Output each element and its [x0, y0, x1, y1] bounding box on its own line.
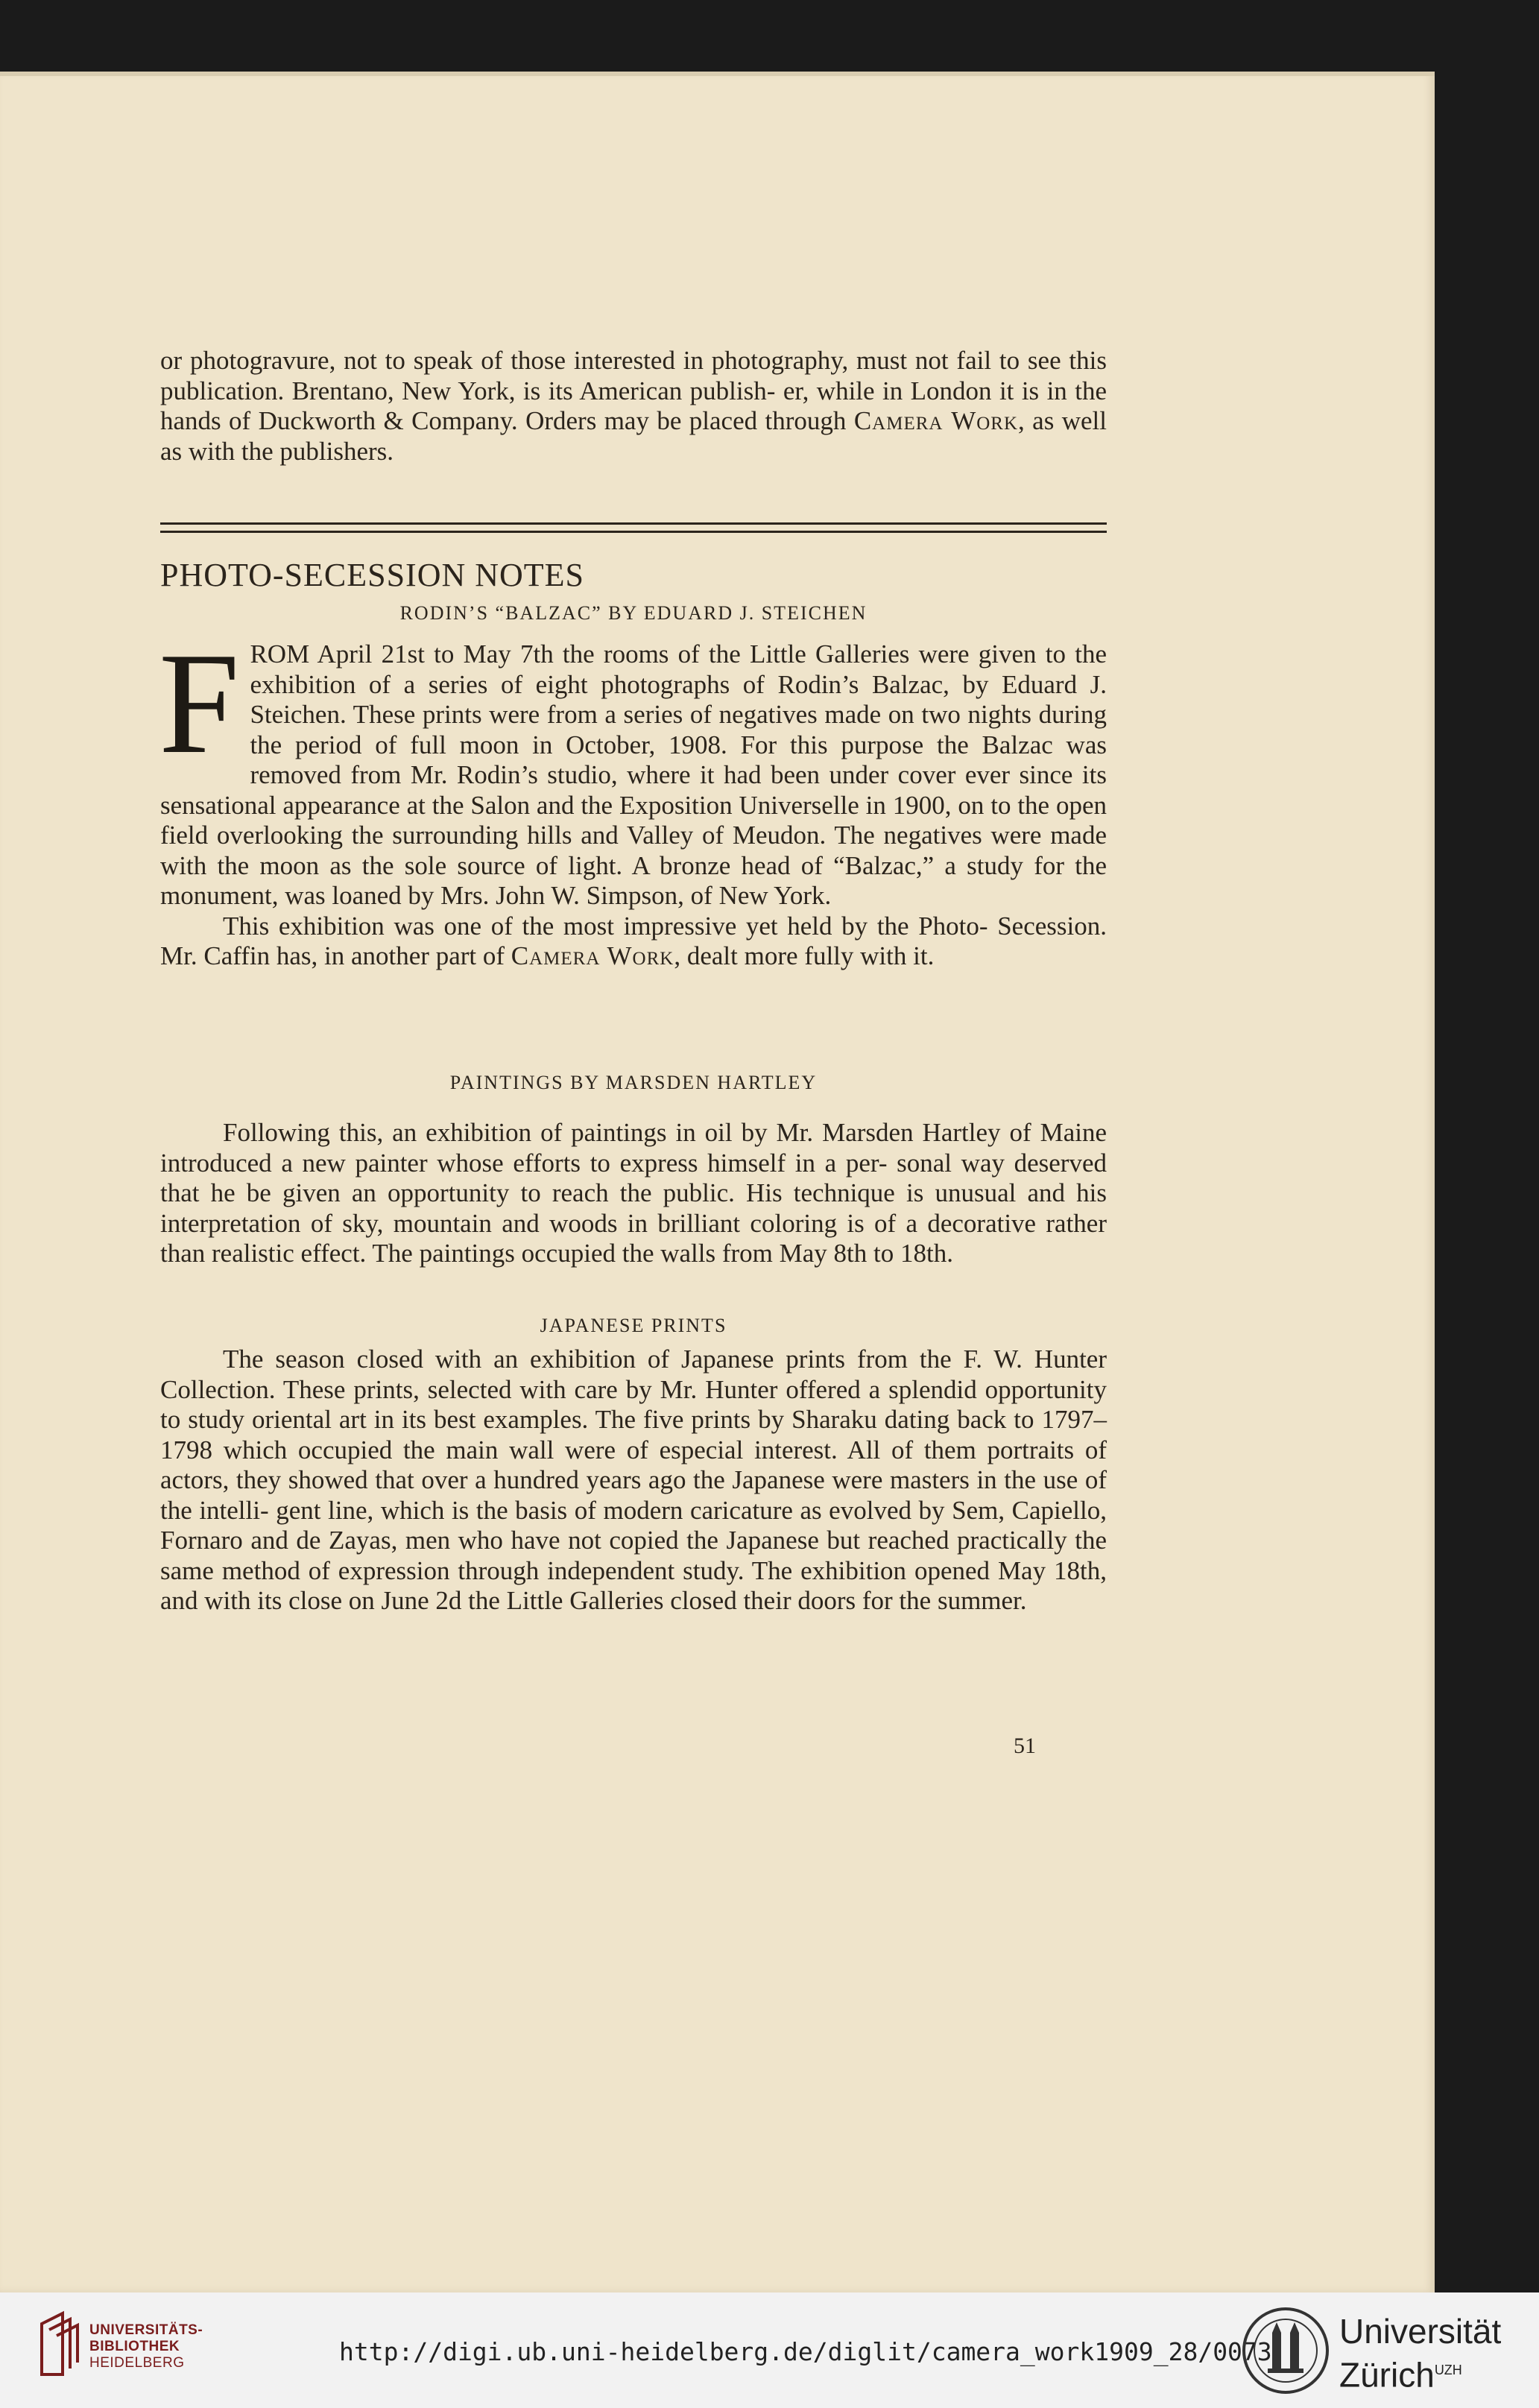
uzh-name-line2: Zürich — [1339, 2355, 1435, 2395]
rodin-paragraph-1 — [159, 623, 1107, 911]
book-page — [0, 72, 1435, 2292]
university-zurich-seal-icon — [1241, 2306, 1330, 2395]
heidelberg-library-logo-icon — [37, 2309, 83, 2380]
rodin-article — [159, 623, 1107, 972]
double-rule-divider — [160, 522, 1107, 533]
drop-cap: F — [159, 623, 240, 784]
hartley-article — [160, 1118, 1107, 1269]
continued-paragraph — [160, 346, 1107, 467]
viewer-footer — [0, 2292, 1539, 2408]
page-number: 51 — [1014, 1734, 1036, 1758]
top-paragraph: or photogravure, not to speak of those interested in photography, must not fail to see this publication. Brentano, New York, is its American publish- er, while in London it is in the hands of Duckworth & Company. Orders may be placed through Camera Work, as well as with the publishers. — [160, 346, 1107, 466]
uzh-name-line1: Universität — [1339, 2312, 1502, 2351]
rodin-paragraph-2: This exhibition was one of the most impressive yet held by the Photo- Secession. Mr. Caffin has, in another part of Camera Work, dealt more fully with it. — [160, 911, 1107, 970]
subheading-rodin: RODIN’S “BALZAC” BY EDUARD J. STEICHEN — [399, 602, 868, 624]
subheading-japanese: JAPANESE PRINTS — [540, 1315, 727, 1336]
hartley-paragraph: Following this, an exhibition of paintings in oil by Mr. Marsden Hartley of Maine introduced a new painter whose efforts to express himself in a per- sonal way deserved that he be given an opportunity to reach the public. His technique is unusual and his interpretation of sky, mountain and woods in brilliant coloring is of a decorative rather than realistic effect. The paintings occupied the walls from May 8th to 18th. — [160, 1118, 1107, 1268]
japanese-article — [160, 1344, 1107, 1617]
library-name-line2: BIBLIOTHEK — [89, 2339, 180, 2354]
library-name-line1: UNIVERSITÄTS- — [89, 2322, 203, 2338]
rodin-paragraph-1-text: ROM April 21st to May 7th the rooms of the Little Galleries were given to the exhibition of a series of eight photographs of Rodin’s Balzac, by Eduard J. Steichen. These prints were from a series of negatives made on two nights during the period of full moon in October, 1908. For this purpose the Balzac was removed from Mr. Rodin’s studio, where it had been under cover ever since its sensational appearance at the Salon and the Exposition Universelle in 1900, on to the open field overlooking the surrounding hills and Valley of Meudon. The negatives were made with the moon as the sole source of light. A bronze head of “Balzac,” a study for the monument, was loaned by Mrs. John W. Simpson, of New York. — [160, 639, 1107, 910]
uzh-superscript: UZH — [1434, 2363, 1462, 2377]
japanese-paragraph: The season closed with an exhibition of Japanese prints from the F. W. Hunter Collection. These prints, selected with care by Mr. Hunter offered a splendid opportunity to study oriental art in its best examples. The five prints by Sharaku dating back to 1797–1798 which occupied the main wall were of especial interest. All of them portraits of actors, they showed that over a hundred years ago the Japanese were masters in the use of the intelli- gent line, which is the basis of modern caricature as evolved by Sem, Capiello, Fornaro and de Zayas, men who have not copied the Japanese but reached practically the same method of expression through independent study. The exhibition opened May 18th, and with its close on June 2d the Little Galleries closed their doors for the summer. — [160, 1344, 1107, 1615]
permalink-url[interactable]: http://digi.ub.uni-heidelberg.de/diglit/camera_work1909_28/0073 — [339, 2337, 1272, 2366]
university-zurich-name — [1339, 2312, 1501, 2394]
subheading-hartley: PAINTINGS BY MARSDEN HARTLEY — [449, 1072, 818, 1093]
library-name-line3: HEIDELBERG — [89, 2355, 185, 2371]
uzh-name-line2-wrap — [1339, 2351, 1501, 2394]
section-title: PHOTO-SECESSION NOTES — [160, 557, 585, 593]
